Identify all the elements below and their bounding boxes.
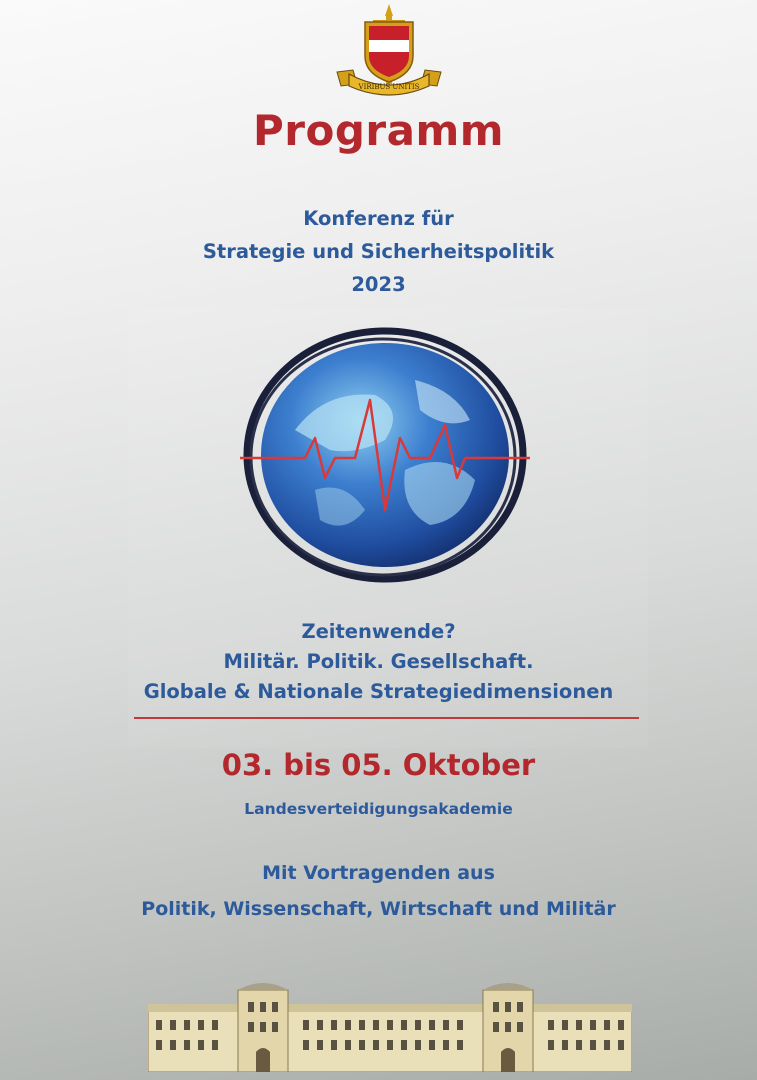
speakers-line-1: Mit Vortragenden aus (262, 862, 495, 884)
crest-emblem-icon (333, 4, 445, 100)
conference-year: 2023 (351, 273, 406, 296)
conference-name (0, 202, 757, 301)
page-title: Programm (253, 106, 504, 155)
speakers-info (0, 855, 757, 927)
theme-line-2: Militär. Politik. Gesellschaft. (223, 650, 534, 673)
academy-building-icon (148, 980, 632, 1072)
conference-line-1: Konferenz für (303, 207, 454, 230)
conference-line-2: Strategie und Sicherheitspolitik (202, 240, 555, 263)
event-venue: Landesverteidigungsakademie (244, 800, 513, 818)
divider-line (134, 717, 639, 719)
globe-heartbeat-icon (235, 320, 535, 590)
theme-line-3: Globale & Nationale Strategiedimensionen (143, 680, 614, 703)
conference-theme (0, 617, 757, 707)
event-dates: 03. bis 05. Oktober (221, 748, 536, 782)
theme-line-1: Zeitenwende? (301, 620, 456, 643)
crest-motto: VIRIBUS UNITIS (358, 83, 420, 91)
speakers-line-2: Politik, Wissenschaft, Wirtschaft und Militär (141, 898, 616, 920)
